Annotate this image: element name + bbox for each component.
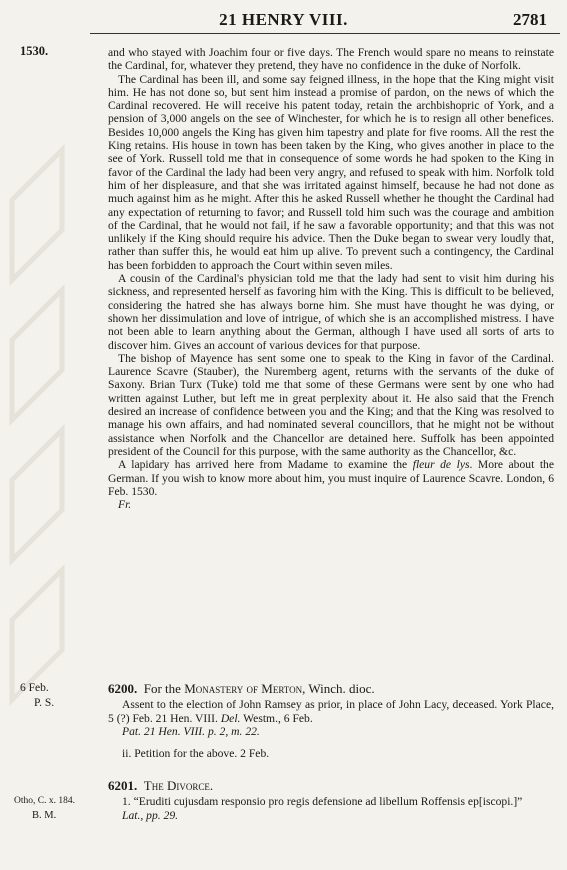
- entry-text-b: Westm., 6 Feb.: [243, 711, 313, 725]
- letter-signature: Fr.: [118, 498, 132, 512]
- margin-source: B. M.: [32, 810, 57, 821]
- entry-title-suffix: Winch. dioc.: [308, 681, 375, 696]
- page-number: 2781: [513, 10, 547, 29]
- entry-body: [108, 779, 554, 822]
- letter-text: . More about the German. If you wish to know more about him, you must inquire of Laurence Scavre. London, 6 Feb. 1530.: [108, 458, 554, 498]
- margin-source: Otho, C. x. 184.: [14, 796, 75, 806]
- entry-title-prefix: For the: [143, 681, 181, 696]
- entry-text: 1. “Eruditi cujusdam responsio pro regis defensione ad libellum Roffensis ep[iscopi.]”: [122, 795, 523, 809]
- italic-term: fleur de lys: [412, 458, 470, 472]
- letter-paragraph: The Cardinal has been ill, and some say feigned illness, in the hope that the King might visit him. He has not done so, but sent him instead a promise of pardon, on the news of which the Cardinal recovered. He will receive his patent today, retain the archbishopric of York, and a pension of 3,000 angels on the see of Winchester, for which he is to resign all other benefices. Besides 10,000 angels the King has given him tapestry and plate for five rooms. All the rest the King retains. His house in town has been taken by the King, who gives another in place to the see of York. Russell told me that in consequence of some words he had spoken to the King in favor of the Cardinal the lady had been very angry, and refused to speak with him. Norfolk told him of her displeasure, and that she was irritated against himself, because he had not done as much against him as he might. After this he asked Russell whether he thought the Cardinal had any expectation of returning to favor; and Russell told him such was the courage and ambition of the Cardinal, that he would not fail, if he saw a favorable opportunity; and that this was not unlikely if the King should require his advice. Then the Duke began to swear very loudly that, rather than suffer this, he would eat him up alive. To prevent such a contingency, the Cardinal has been forbidden to approach the Court within seven miles.: [108, 72, 554, 272]
- entry-heading: [108, 682, 554, 695]
- entry-title-name: Monastery of Merton,: [184, 681, 306, 696]
- entry-subitem: ii. Petition for the above. 2 Feb.: [122, 747, 270, 761]
- entry-text: [108, 698, 554, 725]
- header-rule: [90, 33, 560, 34]
- running-title: 21 HENRY VIII.: [219, 10, 348, 29]
- entry-number: 6201.: [108, 778, 138, 793]
- entry-text-a: Assent to the election of John Ramsey as prior, in place of John Lacy, deceased. York Place, 5 (?) Feb. 21 Hen. VIII.: [108, 698, 554, 725]
- entry-reference: Lat., pp. 29.: [122, 808, 179, 822]
- entry-number: 6200.: [108, 681, 138, 696]
- letter-paragraph: The bishop of Mayence has sent some one to speak to the King in favor of the Cardinal. Laurence Scavre (Stauber), the Nuremberg agent, returns with the servants of the duke of Saxony. Brian Turx (Tuke) told me that some of these Germans were sent by one who had written against Luther, but left me in great perplexity about it. He also said that the French desired an increase of confidence between you and the King; and that the King was resolved to manage his own affairs, and had nominated several councillors, that he might not be without assistance when Norfolk and the Chancellor are detained here. Suffolk has been appointed president of the Council for this purpose, with the same authority as the Chancellor, &c.: [108, 351, 554, 458]
- del-mark: Del.: [220, 711, 241, 725]
- entry-heading: [108, 779, 554, 792]
- page-header: [0, 10, 567, 32]
- entry-body: [108, 682, 554, 760]
- entry-title: The Divorce.: [143, 778, 214, 793]
- letter-paragraph: A cousin of the Cardinal's physician told me that the lady had sent to visit him during his sickness, and represented herself as favoring him with the King. This is difficult to be believed, considering the hatred she has always borne him. She must have thought he was dying, or shown her dissimulation and love of intrigue, of which she is an accomplished mistress. I have not been able to learn anything about the German, although I have used all sorts of arts to discover him. Gives an account of various devices for that purpose.: [108, 272, 554, 352]
- letter-text: A lapidary has arrived here from Madame to examine the: [118, 458, 413, 472]
- margin-date: 6 Feb.: [20, 682, 49, 694]
- letter-paragraph: and who stayed with Joachim four or five days. The French would spare no means to reinstate the Cardinal, for, whatever they pretend, they have no confidence in the duke of Norfolk.: [108, 46, 554, 73]
- letter-paragraph: [108, 458, 554, 498]
- margin-year: 1530.: [20, 44, 49, 58]
- entry-reference: Pat. 21 Hen. VIII. p. 2, m. 22.: [122, 724, 260, 738]
- letter-body: [108, 46, 554, 511]
- margin-source: P. S.: [34, 697, 55, 709]
